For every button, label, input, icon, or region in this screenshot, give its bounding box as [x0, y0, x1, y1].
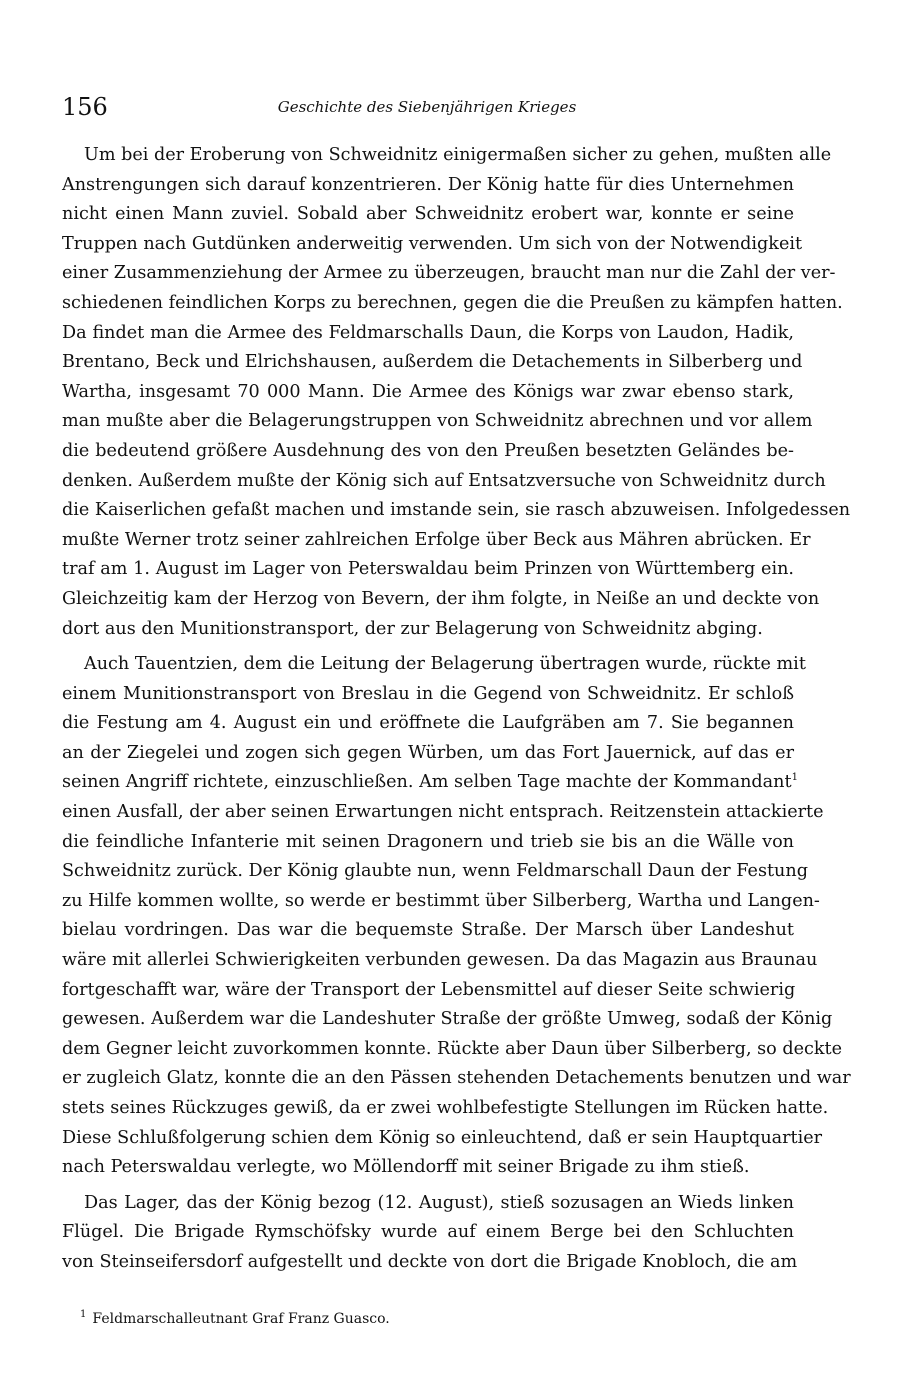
- text-line: Brentano, Beck und Elrichshausen, außerdem die Detachements in Silberberg und: [62, 352, 803, 373]
- text-line: dem Gegner leicht zuvorkommen konnte. Rückte aber Daun über Silberberg, so deckte: [62, 1038, 843, 1059]
- text-line: an der Ziegelei und zogen sich gegen Würben, um das Fort Jauernick, auf das er: [62, 742, 794, 763]
- body-text: [62, 141, 851, 1284]
- text-line: gewesen. Außerdem war die Landeshuter Straße der größte Umweg, sodaß der König: [62, 1009, 833, 1030]
- text-line: mußte Werner trotz seiner zahlreichen Erfolge über Beck aus Mähren abrücken. Er: [62, 529, 811, 550]
- text-line: Truppen nach Gutdünken anderweitig verwenden. Um sich von der Notwendigkeit: [62, 233, 803, 254]
- text-line: die feindliche Infanterie mit seinen Dragonern und trieb sie bis an die Wälle von: [62, 831, 794, 852]
- text-line: Um bei der Eroberung von Schweidnitz einigermaßen sicher zu gehen, mußten alle: [84, 145, 832, 165]
- text-line: schiedenen feindlichen Korps zu berechnen, gegen die die Preußen zu kämpfen hatten.: [62, 292, 843, 313]
- text-line: Flügel. Die Brigade Rymschöfsky wurde auf einem Berge bei den Schluchten: [62, 1222, 794, 1243]
- text-line: man mußte aber die Belagerungstruppen von Schweidnitz abrechnen und vor allem: [62, 411, 813, 432]
- text-line: Diese Schlußfolgerung schien dem König so einleuchtend, daß er sein Hauptquartier: [62, 1127, 823, 1148]
- footnote-reference[interactable]: 1: [791, 772, 798, 784]
- text-line: dort aus den Munitionstransport, der zur Belagerung von Schweidnitz abging.: [62, 618, 763, 639]
- text-line: Gleichzeitig kam der Herzog von Bevern, der ihm folgte, in Neiße an und deckte von: [62, 588, 820, 609]
- text-line: traf am 1. August im Lager von Peterswaldau beim Prinzen von Württemberg ein.: [62, 559, 794, 580]
- footnote: [80, 1309, 390, 1329]
- text-line-content: seinen Angriff richtete, einzuschließen. Am selben Tage machte der Kommandant: [62, 772, 792, 793]
- text-line: einem Munitionstransport von Breslau in die Gegend von Schweidnitz. Er schloß: [62, 683, 794, 704]
- text-line: fortgeschafft war, wäre der Transport der Lebensmittel auf dieser Seite schwierig: [62, 979, 796, 1000]
- footnote-marker: 1: [80, 1309, 87, 1321]
- text-line: nicht einen Mann zuviel. Sobald aber Schweidnitz erobert war, konnte er seine: [62, 204, 794, 225]
- text-line: bielau vordringen. Das war die bequemste Straße. Der Marsch über Landeshut: [62, 920, 794, 941]
- text-line: einen Ausfall, der aber seinen Erwartungen nicht entsprach. Reitzenstein attackierte: [62, 802, 824, 823]
- text-line: zu Hilfe kommen wollte, so werde er bestimmt über Silberberg, Wartha und Langen-: [62, 890, 820, 911]
- text-line-with-footnote-ref: [62, 768, 798, 798]
- footnote-text: Feldmarschalleutnant Graf Franz Guasco.: [92, 1311, 390, 1327]
- text-line: die Festung am 4. August ein und eröffnete die Laufgräben am 7. Sie begannen: [62, 713, 794, 734]
- text-line: die Kaiserlichen gefaßt machen und imstande sein, sie rasch abzuweisen. Infolgedessen: [62, 500, 851, 521]
- text-line: Das Lager, das der König bezog (12. August), stieß sozusagen an Wieds linken: [84, 1192, 794, 1213]
- text-line: die bedeutend größere Ausdehnung des von den Preußen besetzten Geländes be-: [62, 440, 794, 461]
- running-head: [62, 92, 792, 122]
- text-line: stets seines Rückzuges gewiß, da er zwei wohlbefestigte Stellungen im Rücken hatte.: [62, 1098, 829, 1118]
- text-line: von Steinseifersdorf aufgestellt und deckte von dort die Brigade Knobloch, die am: [62, 1251, 798, 1272]
- paragraph-2: [62, 650, 851, 1183]
- text-line: Schweidnitz zurück. Der König glaubte nun, wenn Feldmarschall Daun der Festung: [62, 861, 808, 882]
- text-line: denken. Außerdem mußte der König sich auf Entsatzversuche von Schweidnitz durch: [62, 470, 826, 491]
- text-line: Wartha, insgesamt 70 000 Mann. Die Armee des Königs war zwar ebenso stark,: [62, 381, 794, 402]
- paragraph-1: [62, 141, 851, 644]
- text-line: nach Peterswaldau verlegte, wo Möllendorff mit seiner Brigade zu ihm stieß.: [62, 1157, 750, 1178]
- text-line: Auch Tauentzien, dem die Leitung der Belagerung übertragen wurde, rückte mit: [84, 654, 806, 675]
- running-title: Geschichte des Siebenjährigen Krieges: [277, 98, 577, 116]
- text-line: einer Zusammenziehung der Armee zu überzeugen, braucht man nur die Zahl der ver-: [62, 263, 836, 284]
- page-number: 156: [62, 93, 108, 121]
- paragraph-3: [62, 1189, 798, 1278]
- text-line: Da findet man die Armee des Feldmarschalls Daun, die Korps von Laudon, Hadik,: [62, 322, 794, 343]
- text-line: wäre mit allerlei Schwierigkeiten verbunden gewesen. Da das Magazin aus Braunau: [62, 950, 818, 971]
- text-line: er zugleich Glatz, konnte die an den Pässen stehenden Detachements benutzen und war: [62, 1068, 851, 1089]
- text-line: Anstrengungen sich darauf konzentrieren. Der König hatte für dies Unternehmen: [62, 174, 794, 195]
